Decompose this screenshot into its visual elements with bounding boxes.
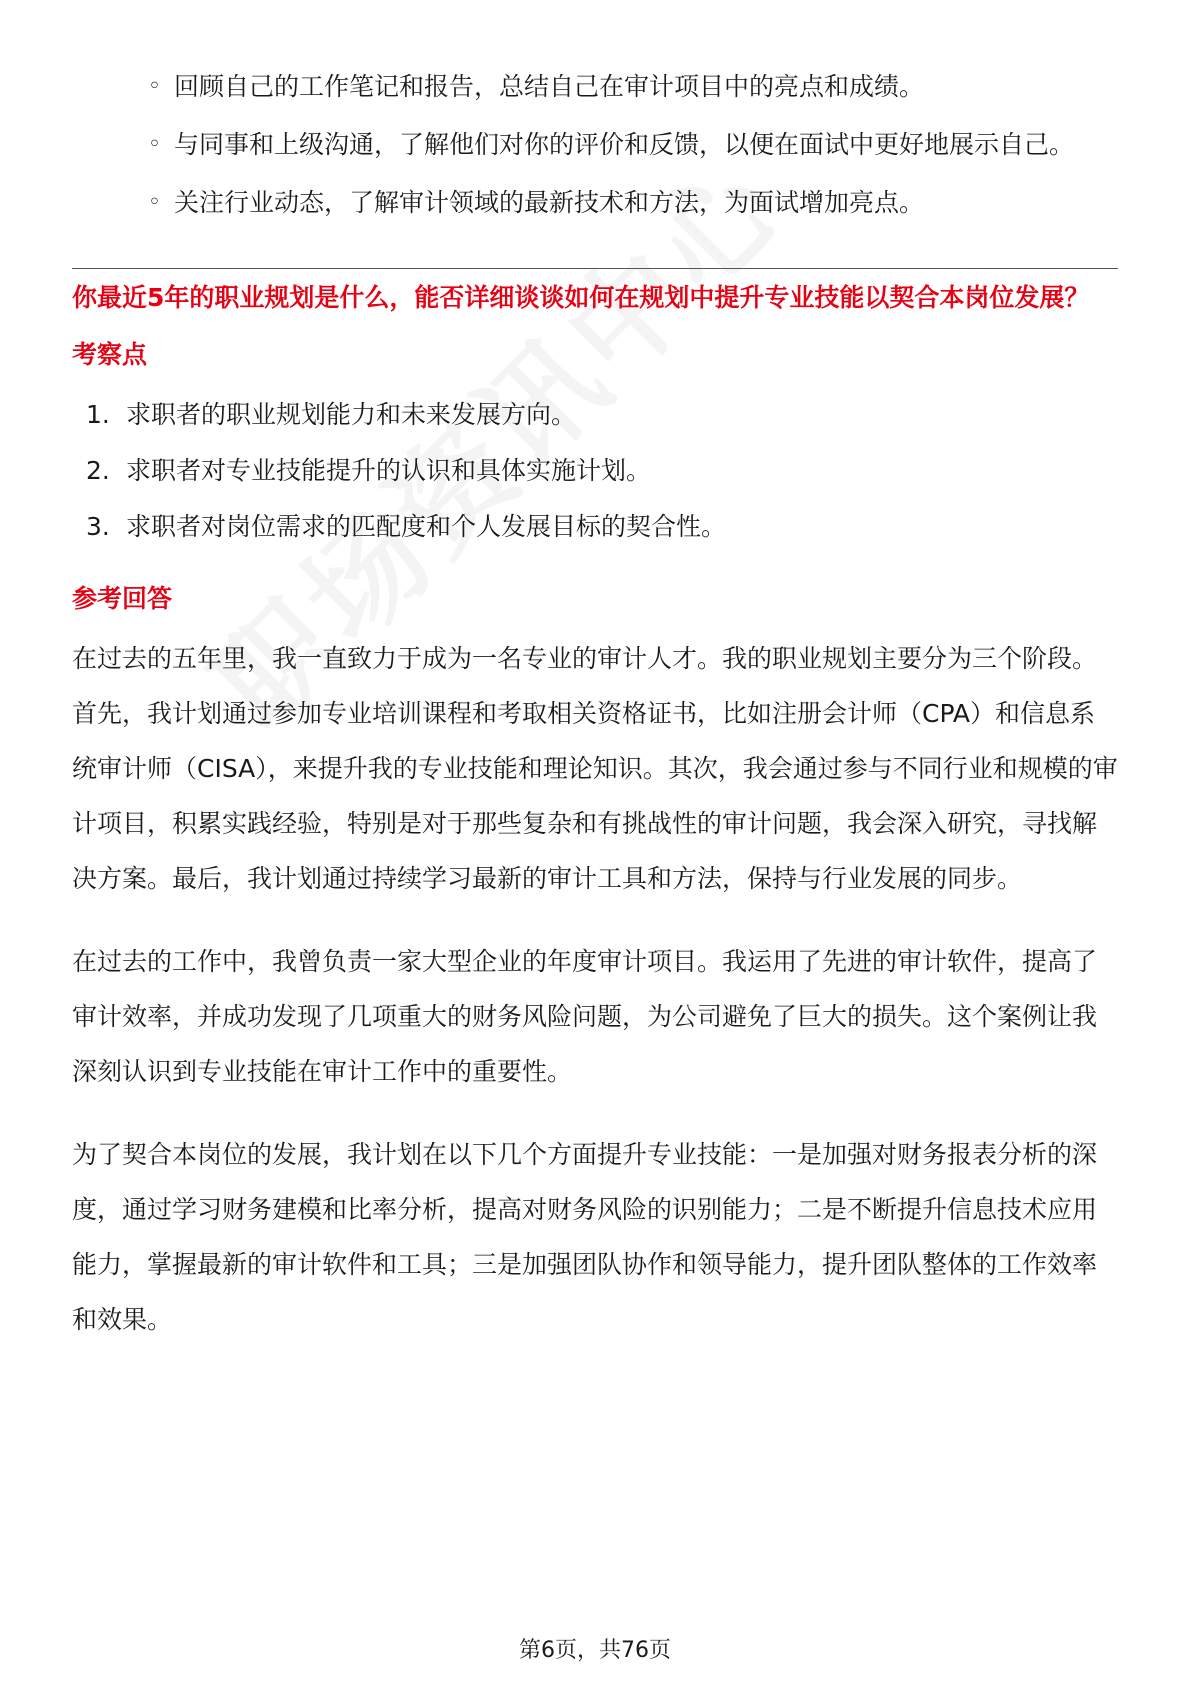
focus-points-list [72,387,1118,555]
bullet-icon: ◦ [148,190,161,215]
section-divider [72,268,1118,269]
answer-section-title: 参考回答 [72,584,173,613]
answer-paragraph: 为了契合本岗位的发展，我计划在以下几个方面提升专业技能：一是加强对财务报表分析的深度，通过学习财务建模和比率分析，提高对财务风险的识别能力；二是不断提升信息技术应用能力，掌握最新的审计软件和工具；三是加强团队协作和领导能力，提升团队整体的工作效率和效果。 [72,1140,1098,1334]
list-number: 1. [86,400,110,429]
bullet-icon: ◦ [148,132,161,157]
page-number: 第6页，共76页 [519,1638,671,1663]
bullet-icon: ◦ [148,74,161,99]
answer-paragraph: 在过去的工作中，我曾负责一家大型企业的年度审计项目。我运用了先进的审计软件，提高了审计效率，并成功发现了几项重大的财务风险问题，为公司避免了巨大的损失。这个案例让我深刻认识到专业技能在审计工作中的重要性。 [72,947,1098,1086]
list-number: 2. [86,456,110,485]
list-item-text: 回顾自己的工作笔记和报告，总结自己在审计项目中的亮点和成绩。 [174,72,925,101]
list-item-text: 关注行业动态，了解审计领域的最新技术和方法，为面试增加亮点。 [174,188,925,217]
tips-list [148,58,1118,232]
list-item-text: 与同事和上级沟通，了解他们对你的评价和反馈，以便在面试中更好地展示自己。 [174,130,1075,159]
list-item-text: 求职者对岗位需求的匹配度和个人发展目标的契合性。 [126,512,727,541]
answer-paragraph: 在过去的五年里，我一直致力于成为一名专业的审计人才。我的职业规划主要分为三个阶段。首先，我计划通过参加专业培训课程和考取相关资格证书，比如注册会计师（CPA）和信息系统审计师（CISA），来提升我的专业技能和理论知识。其次，我会通过参与不同行业和规模的审计项目，积累实践经验，特别是对于那些复杂和有挑战性的审计问题，我会深入研究，寻找解决方案。最后，我计划通过持续学习最新的审计工具和方法，保持与行业发展的同步。 [72,644,1118,893]
list-item [86,499,1118,555]
page-content [72,58,1118,1375]
list-item [148,58,1118,116]
list-item [86,443,1118,499]
list-item [86,387,1118,443]
list-number: 3. [86,512,110,541]
list-item [148,116,1118,174]
list-item [148,174,1118,232]
interview-question: 你最近5年的职业规划是什么，能否详细谈谈如何在规划中提升专业技能以契合本岗位发展？ [72,283,1090,312]
focus-section-title: 考察点 [72,340,148,369]
list-item-text: 求职者的职业规划能力和未来发展方向。 [126,400,577,429]
list-item-text: 求职者对专业技能提升的认识和具体实施计划。 [126,456,652,485]
